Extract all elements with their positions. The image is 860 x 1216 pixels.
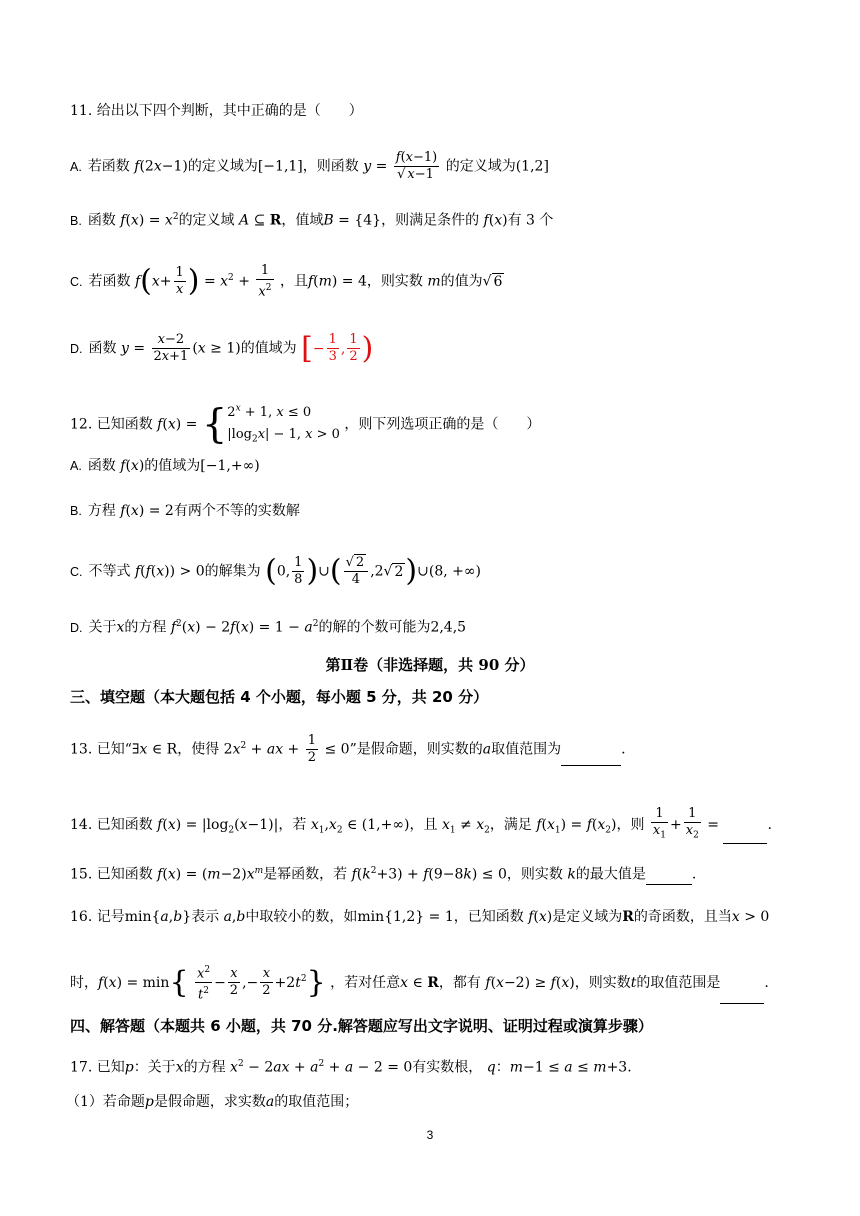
section4-heading: 四、解答题（本题共 6 小题，共 70 分.解答题应写出文字说明、证明过程或演算步骤） [70, 1017, 653, 1035]
part2-title: 第Ⅱ卷（非选择题，共 90 分） [325, 656, 535, 674]
q17-sub1: （1）若命题p是假命题，求实数a的取值范围； [66, 1094, 359, 1110]
page-number: 3 [426, 1128, 434, 1142]
q14: 14. 已知函数 $f(x) = |\log_2(x-1)|$，若 $x_1,x_2$ ∈ (1,+∞)，且 $x_1 \ne x_2$，满足 $f(x_1) = f(x_2)$，则 $\frac{1}{x_1}$ + $\frac{1}{x_2}$ = . [70, 806, 800, 844]
q12-option-d: D. 关于x的方程 $f^2(x) - 2f(x) = 1 - a^2$的解的个数可能为2,4,5 [70, 619, 467, 636]
q16-line2: 时，f(x) = min{ $\frac{x^2}{t^2}$ − $\frac{x}{2}$ ,− $\frac{x}{2}$ $+2t^2$} ，若对任意x ∈ R，都有 f(x−2) ≥ f(x)，则实数t的取值范围是 . [70, 962, 800, 1004]
q12-option-a: A. 函数 f(x)的值域为[−1,+∞) [70, 458, 260, 474]
q13: 13. 已知“∃x ∈ R，使得 $2x^2$ + ax + $\frac{1}{2}$ ≤ 0”是假命题，则实数的a取值范围为 . [70, 733, 626, 765]
q11-option-b: B. 函数 $f(x) = x^2$的定义域 A ⊆ R，值域B = {4}，则满足条件的 f(x)有 3 个 [70, 212, 554, 229]
q12-option-b: B. 方程 f(x) = 2有两个不等的实数解 [70, 503, 300, 519]
q11-option-d: D. 函数 y = $\frac{x-2}{2x+1}$ (x ≥ 1)的值域为 [− $\frac{1}{3}$ , $\frac{1}{2}$ ) [70, 330, 374, 366]
q15: 15. 已知函数 $f(x) = (m-2)x^m$是幂函数，若 $f(k^2+3) + f(9-8k) \le 0$，则实数 k的最大值是 . [70, 866, 697, 883]
q17: 17. 已知p：关于x的方程 $x^2 - 2ax + a^2 + a - 2 = 0$有实数根， q：m−1 ≤ a ≤ m+3. [70, 1059, 632, 1076]
q11-stem: 11. 给出以下四个判断，其中正确的是（ ） [70, 103, 363, 119]
q12-option-c: C. 不等式 f(f(x)) > 0的解集为 (0, $\frac{1}{8}$ )∪( $\frac{√ 2}{4}$ ,2√ 2)∪(8, +∞) [70, 553, 481, 589]
q16-line1: 16. 记号min{a,b}表示 a,b中取较小的数，如min{1,2} = 1，已知函数 f(x)是定义域为R的奇函数，且当x > 0 [70, 909, 770, 925]
q11-option-c: C. 若函数 f(x+ $\frac{1}{x}$ ) = $x^2$ + $\frac{1}{x^2}$ ，且f(m) = 4，则实数 m的值为√ 6 [70, 263, 503, 300]
section3-heading: 三、填空题（本大题包括 4 个小题，每小题 5 分，共 20 分） [70, 688, 489, 706]
q11-option-a: A. 若函数 f(2x−1)的定义域为[−1,1]，则函数 y = $\frac{f(x-1)}{√ x-1}$ 的定义域为(1,2] [70, 150, 549, 182]
q12-stem: 12. 已知函数 $f(x) = \{2^x + 1$, x ≤ 0 $|\log_2x| - 1$, x > 0 ，则下列选项正确的是（ ） [70, 401, 541, 448]
